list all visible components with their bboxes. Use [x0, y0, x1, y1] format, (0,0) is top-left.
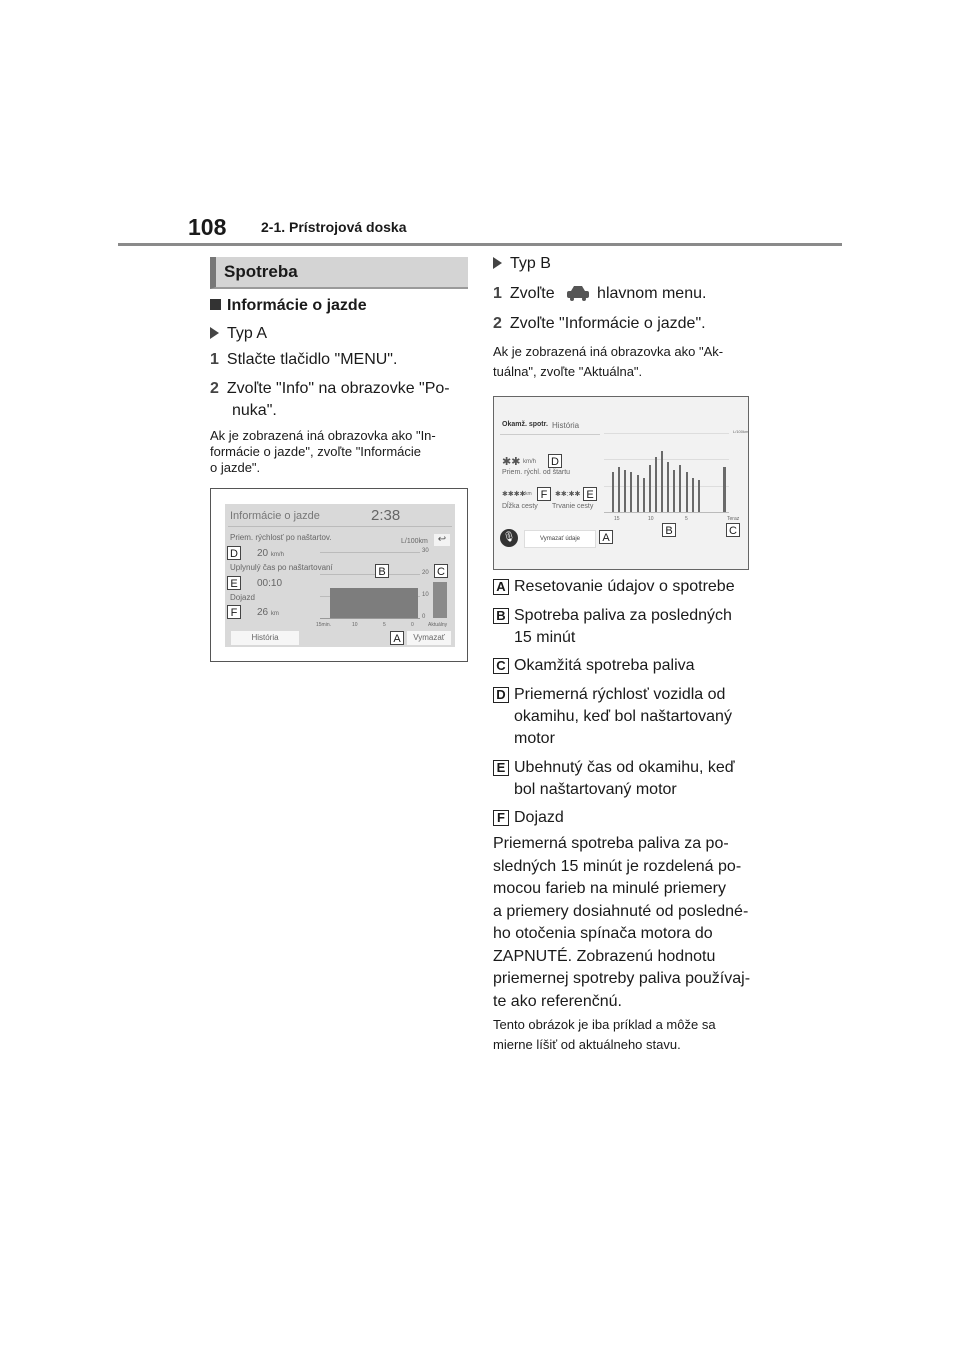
legend-e-line-1: Ubehnutý čas od okamihu, keď: [514, 759, 735, 776]
consumption-bar: [686, 472, 688, 512]
step-b2: 2 Zvoľte "Informácie o jazde".: [493, 315, 706, 332]
tab-history[interactable]: História: [552, 421, 580, 430]
legend-d-line-3: motor: [514, 730, 555, 747]
screen-a-frame: [210, 488, 468, 662]
speed-unit: km/h: [523, 459, 537, 465]
avg-speed-value: 20 km/h: [257, 548, 284, 559]
chapter-title: 2-1. Prístrojová doska: [261, 219, 407, 235]
legend-badge-a: A: [493, 579, 509, 595]
mic-icon[interactable]: 🎙: [500, 529, 518, 547]
triangle-bullet-icon: [493, 257, 502, 269]
paragraph-line: ZAPNUTÉ. Zobrazenú hodnotu: [493, 947, 716, 965]
y-tick: 30: [422, 548, 429, 554]
elapsed-label: Uplynulý čas po naštartovaní: [230, 563, 333, 572]
unit-b: L/100km: [733, 429, 749, 434]
legend-f: Dojazd: [514, 809, 564, 826]
x-tick: 0: [411, 622, 414, 628]
header-rule: [118, 243, 842, 246]
paragraph-line: Priemerná spotreba paliva za po-: [493, 835, 729, 852]
screen-a-clock: 2:38: [371, 507, 401, 524]
legend-badge-c: C: [493, 658, 509, 674]
square-bullet-icon: [210, 299, 221, 310]
consumption-bar: [692, 478, 694, 512]
footnote-line-2: mierne líšiť od aktuálneho stavu.: [493, 1037, 681, 1052]
step-1: 1 Stlačte tlačidlo "MENU".: [210, 351, 398, 368]
x-tick: Aktuálny: [428, 622, 448, 628]
footnote-line-1: Tento obrázok je iba príklad a môže sa: [493, 1017, 716, 1032]
legend-b-line-1: Spotreba paliva za posledných: [514, 607, 732, 624]
label-b: B: [375, 564, 389, 578]
paragraph-line: priemernej spotreby paliva používaj-: [493, 970, 751, 987]
label-d: D: [227, 546, 241, 560]
consumption-bar: [630, 472, 632, 512]
consumption-bar: [637, 475, 639, 512]
y-tick: 20: [422, 570, 429, 576]
label-a: A: [599, 530, 613, 544]
consumption-bar: [698, 480, 700, 512]
tab-current[interactable]: Okamž. spotr.: [502, 421, 548, 428]
page-number: 108: [188, 214, 227, 240]
legend-badge-e: E: [493, 760, 509, 776]
label-a: A: [390, 631, 404, 645]
label-f: F: [227, 605, 241, 619]
screen-a-chart: [320, 552, 420, 619]
screen-a: [225, 504, 455, 647]
legend-b-line-2: 15 minút: [514, 629, 576, 646]
label-f: F: [537, 487, 551, 501]
reset-button[interactable]: Vymazať: [407, 631, 451, 645]
distance-value: ✱✱✱✱: [502, 491, 526, 498]
y-tick: 10: [422, 592, 429, 598]
past-bars: [330, 588, 418, 618]
triangle-bullet-icon: [210, 327, 219, 339]
note-b-line-1: Ak je zobrazená iná obrazovka ako "Ak-: [493, 344, 724, 359]
legend-badge-f: F: [493, 810, 509, 826]
duration-value: ✱✱:✱✱: [555, 491, 581, 498]
label-e: E: [583, 487, 597, 501]
x-tick-b: 10: [648, 516, 654, 522]
paragraph-line: a priemery dosiahnuté od posledné-: [493, 902, 749, 920]
consumption-bar: [643, 478, 645, 512]
unit-a: L/100km: [401, 538, 428, 545]
x-tick-b: 15: [614, 516, 620, 522]
consumption-bar: [661, 451, 663, 512]
label-c: C: [434, 564, 448, 578]
subheading: Informácie o jazde: [210, 297, 367, 315]
legend-c: Okamžitá spotreba paliva: [514, 657, 695, 674]
current-consumption-bar: [723, 467, 726, 512]
screen-a-title: Informácie o jazde: [230, 510, 320, 522]
label-c: C: [726, 523, 740, 537]
paragraph-line: sledných 15 minút je rozdelená po-: [493, 857, 742, 875]
elapsed-value: 00:10: [257, 578, 283, 589]
back-icon[interactable]: ↩: [434, 534, 450, 546]
step-2: 2 Zvoľte "Info" na obrazovke "Po-: [210, 380, 450, 397]
legend-a: Resetovanie údajov o spotrebe: [514, 578, 735, 595]
y-tick: 0: [422, 614, 426, 620]
screen-b-chart: [604, 433, 729, 513]
legend-d-line-2: okamihu, keď bol naštartovaný: [514, 708, 732, 725]
section-title: Spotreba: [224, 262, 298, 281]
duration-label: Trvanie cesty: [552, 503, 594, 510]
note-line-1: Ak je zobrazená iná obrazovka ako "In-: [210, 428, 436, 443]
x-tick: 10: [352, 622, 358, 628]
screen-b: [493, 396, 749, 570]
consumption-bar: [649, 465, 651, 512]
range-label: Dojazd: [230, 593, 255, 602]
speed-value: ✱✱: [502, 456, 521, 468]
reset-data-button[interactable]: Vymazať údaje: [524, 530, 596, 548]
step-2-cont: nuka".: [232, 402, 277, 419]
note-line-2: formácie o jazde", zvoľte "Informácie: [210, 444, 421, 459]
legend-badge-b: B: [493, 608, 509, 624]
note-line-3: o jazde".: [210, 460, 261, 475]
consumption-bar: [679, 465, 681, 512]
type-b-label: Typ B: [493, 253, 551, 275]
label-b: B: [662, 523, 676, 537]
paragraph-line: te ako referenčnú.: [493, 992, 622, 1010]
avg-speed-label: Priem. rýchlosť po naštartov.: [230, 533, 332, 542]
consumption-bar: [618, 467, 620, 512]
consumption-bar: [673, 470, 675, 512]
legend-badge-d: D: [493, 687, 509, 703]
consumption-bar: [624, 470, 626, 512]
car-icon: [565, 284, 591, 302]
paragraph: [493, 833, 763, 1013]
x-tick-b: 5: [685, 516, 688, 522]
range-value: 26 km: [257, 607, 279, 618]
consumption-bar: [667, 462, 669, 512]
current-bar: [433, 582, 447, 618]
speed-label: Priem. rýchl. od štartu: [502, 469, 571, 476]
legend-d-line-1: Priemerná rýchlosť vozidla od: [514, 686, 726, 703]
consumption-bar: [612, 472, 614, 512]
note-b-line-2: tuálna", zvoľte "Aktuálna".: [493, 364, 643, 379]
paragraph-line: mocou farieb na minulé priemery: [493, 880, 726, 897]
x-tick: 15min.: [316, 622, 332, 628]
section-header: [210, 257, 468, 289]
paragraph-line: ho otočenia spínača motora do: [493, 925, 713, 942]
type-a-label: Typ A: [210, 323, 267, 345]
distance-label: Dĺžka cesty: [502, 503, 538, 510]
step-b1: 1 Zvoľte hlavnom menu.: [493, 285, 707, 302]
distance-unit: km: [525, 491, 532, 497]
label-e: E: [227, 576, 241, 590]
consumption-bar: [655, 457, 657, 512]
history-button[interactable]: História: [231, 631, 299, 645]
x-tick: 5: [383, 622, 386, 628]
label-d: D: [548, 454, 562, 468]
legend-e-line-2: bol naštartovaný motor: [514, 781, 677, 798]
x-tick-b: Teraz: [727, 516, 740, 522]
